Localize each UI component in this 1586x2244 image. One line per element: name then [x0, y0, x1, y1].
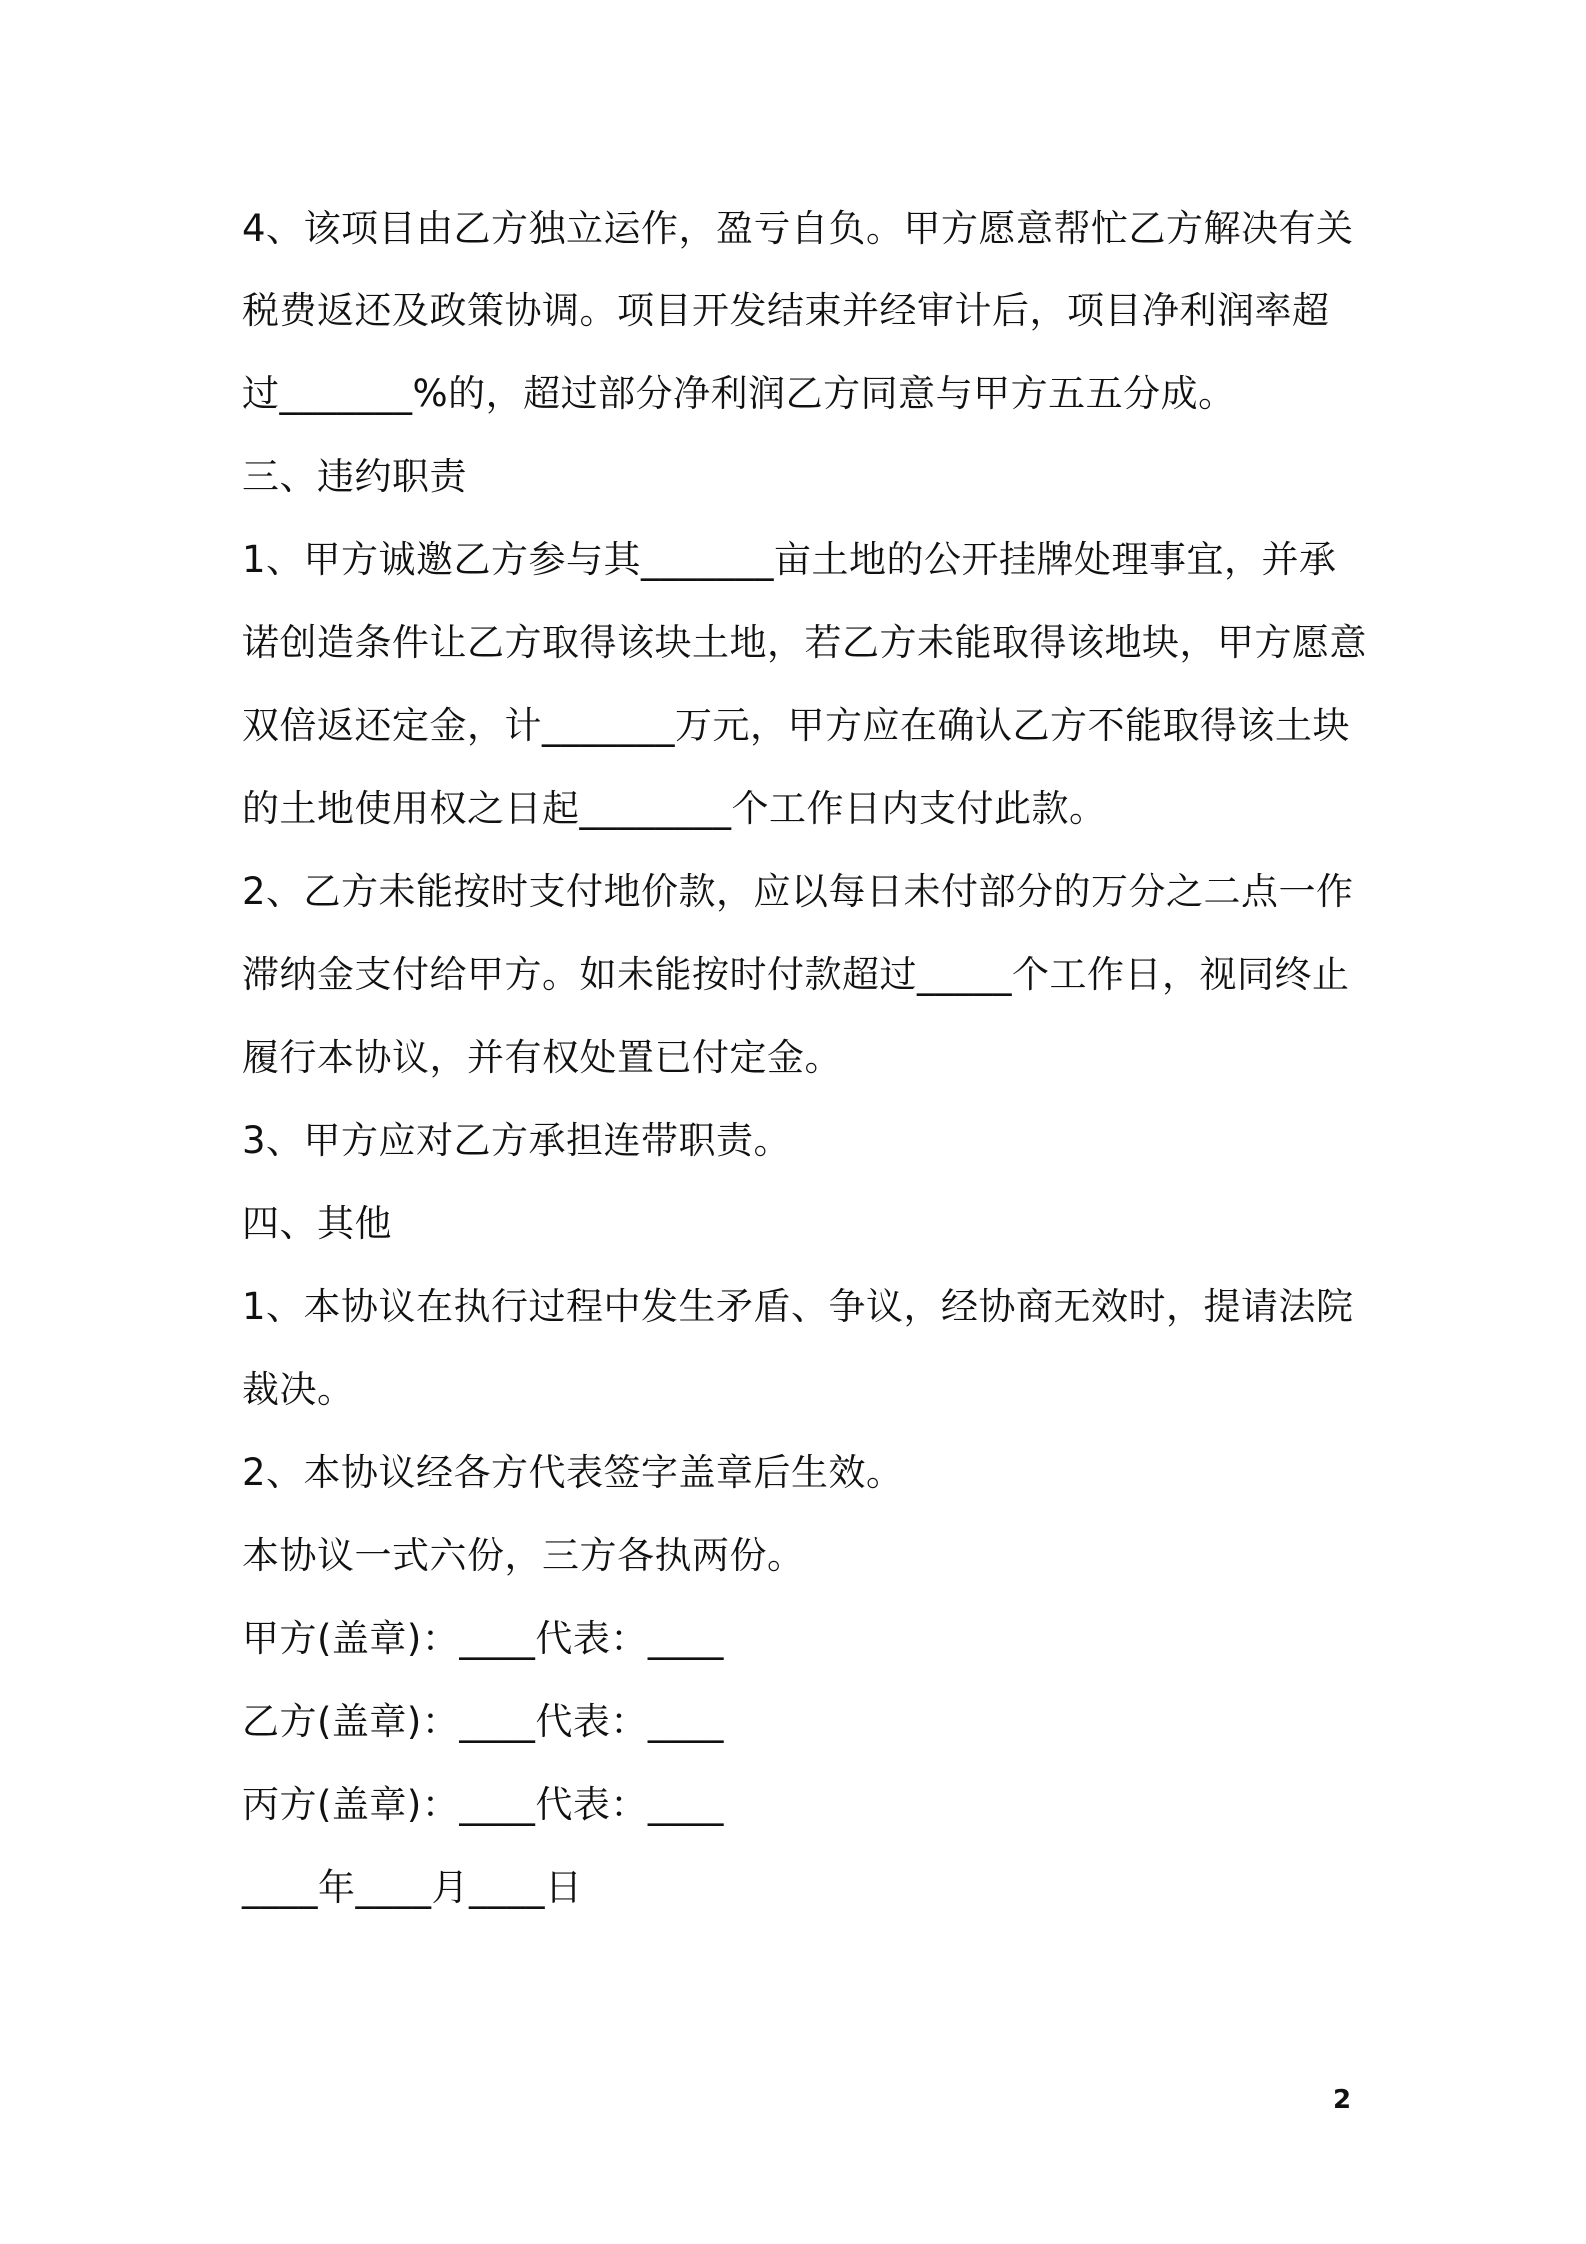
signature-party-b: 乙方(盖章)：____代表：____	[242, 1700, 724, 1743]
section-3-clause-2-line-1: 2、乙方未能按时支付地价款，应以每日未付部分的万分之二点一作	[242, 870, 1354, 913]
section-3-clause-3: 3、甲方应对乙方承担连带职责。	[242, 1119, 792, 1162]
section-3-clause-2-line-3: 履行本协议，并有权处置已付定金。	[242, 1036, 842, 1079]
clause-4-line-2: 税费返还及政策协调。项目开发结束并经审计后，项目净利润率超	[242, 289, 1330, 332]
copies-statement: 本协议一式六份，三方各执两份。	[242, 1534, 805, 1577]
section-3-clause-1-line-2: 诺创造条件让乙方取得该块土地，若乙方未能取得该地块，甲方愿意	[242, 621, 1367, 664]
section-3-clause-1-line-4: 的土地使用权之日起________个工作日内支付此款。	[242, 787, 1107, 830]
section-4-clause-1-line-2: 裁决。	[242, 1368, 355, 1411]
section-3-clause-1-line-3: 双倍返还定金，计_______万元，甲方应在确认乙方不能取得该土块	[242, 704, 1350, 747]
clause-4-line-1: 4、该项目由乙方独立运作，盈亏自负。甲方愿意帮忙乙方解决有关	[242, 207, 1354, 250]
signature-party-c: 丙方(盖章)：____代表：____	[242, 1783, 724, 1826]
section-4-clause-2: 2、本协议经各方代表签字盖章后生效。	[242, 1451, 904, 1494]
clause-4-line-3: 过_______%的，超过部分净利润乙方同意与甲方五五分成。	[242, 372, 1236, 415]
signature-date: ____年____月____日	[242, 1866, 583, 1909]
page-number: 2	[1333, 2085, 1352, 2115]
section-4-clause-1-line-1: 1、本协议在执行过程中发生矛盾、争议，经协商无效时，提请法院	[242, 1285, 1354, 1328]
signature-party-a: 甲方(盖章)：____代表：____	[242, 1617, 724, 1660]
section-3-clause-2-line-2: 滞纳金支付给甲方。如未能按时付款超过_____个工作日，视同终止	[242, 953, 1350, 996]
section-3-clause-1-line-1: 1、甲方诚邀乙方参与其_______亩土地的公开挂牌处理事宜，并承	[242, 538, 1337, 581]
section-3-heading: 三、违约职责	[242, 455, 467, 498]
section-4-heading: 四、其他	[242, 1202, 392, 1245]
